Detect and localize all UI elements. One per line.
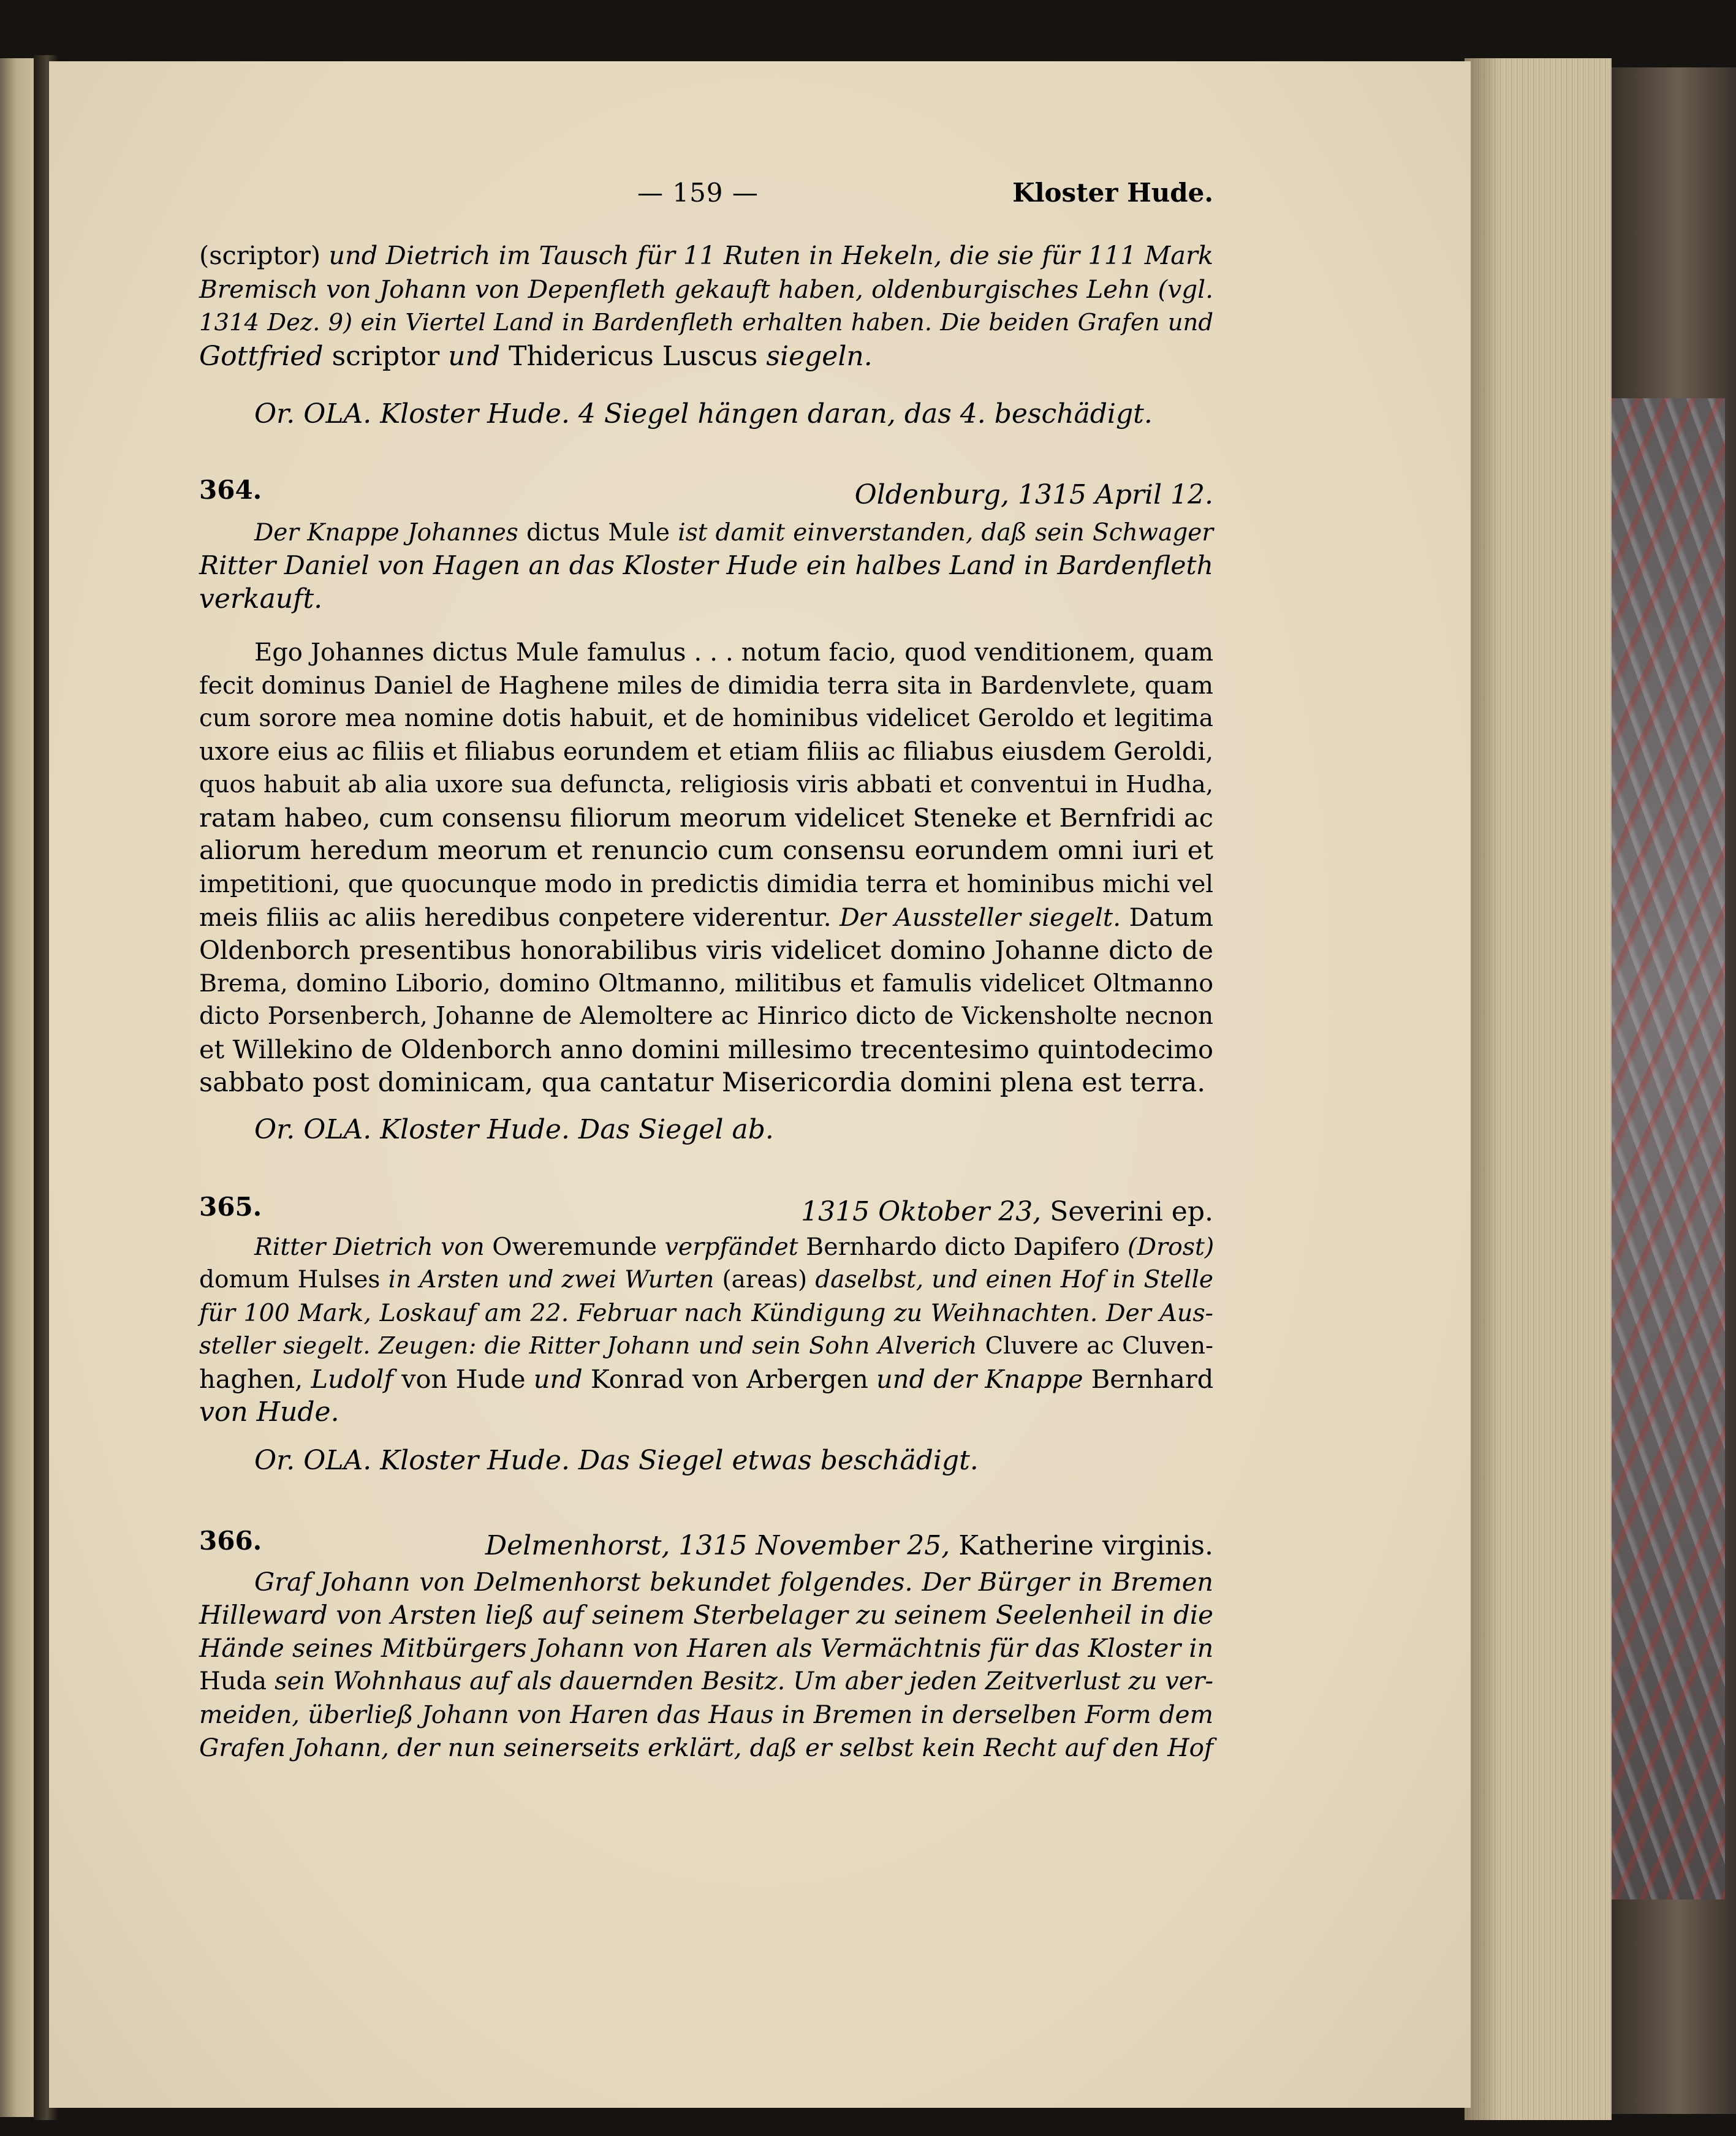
- entry-365-date: [801, 1196, 1213, 1227]
- summary-line: [199, 1665, 1213, 1698]
- italic-text-run: und der Knappe: [876, 1364, 1091, 1394]
- italic-text-run: Grafen Johann, der nun seinerseits erklärt, daß er selbst kein Recht auf den Hof: [199, 1733, 1213, 1762]
- entry-365-source-note: Or. OLA. Kloster Hude. Das Siegel etwas beschädigt.: [254, 1445, 979, 1476]
- roman-text-run: impetitioni, que quocunque modo in predictis dimidia terra et hominibus michi vel: [199, 870, 1214, 898]
- roman-text-run: Bernhard: [1091, 1364, 1214, 1394]
- roman-text-run: aliorum heredum meorum et renuncio cum consensu eorundem omni iuri et: [199, 836, 1213, 866]
- roman-text-run: dictus Mule: [526, 519, 678, 547]
- text-line: [199, 1033, 1213, 1066]
- summary-line: [199, 1698, 1213, 1731]
- text-line: [199, 967, 1213, 1000]
- roman-text-run: cum sorore mea nomine dotis habuit, et de hominibus videlicet Geroldo et legitima: [199, 705, 1213, 732]
- summary-line: [199, 550, 1213, 583]
- page-number: — 159 —: [637, 178, 759, 208]
- text-line: [199, 801, 1213, 835]
- summary-line: [199, 1396, 1213, 1429]
- roman-text-run: sabbato post dominicam, qua cantatur Misericordia domini plena est terra.: [199, 1067, 1206, 1098]
- entry-364-date: Oldenburg, 1315 April 12.: [854, 479, 1213, 510]
- roman-text-run: Konrad von Arbergen: [590, 1364, 877, 1394]
- italic-text-run: Ritter Dietrich von: [254, 1233, 493, 1261]
- italic-text-run: und Dietrich im Tausch für 11 Ruten in Hekeln, die sie für 111 Mark: [328, 240, 1213, 270]
- summary-line: [199, 1363, 1213, 1396]
- summary-line: [199, 583, 1213, 616]
- italic-text-run: siegeln.: [766, 341, 873, 372]
- roman-text-run: Oweremunde: [492, 1233, 665, 1261]
- italic-text-run: Gottfried: [199, 341, 332, 372]
- roman-text-run: (areas): [722, 1266, 816, 1293]
- italic-text-run: Der Knappe Johannes: [254, 519, 527, 547]
- italic-text-run: meiden, überließ Johann von Haren das Haus in Bremen in derselben Form dem: [199, 1700, 1213, 1729]
- marbled-cover-board: [1609, 398, 1725, 1899]
- italic-text-run: Graf Johann von Delmenhorst bekundet folgendes. Der Bürger in Bremen: [254, 1567, 1213, 1597]
- roman-text-run: Ego Johannes dictus Mule famulus . . . notum facio, quod venditionem, quam: [254, 638, 1213, 667]
- summary-line: [199, 1731, 1213, 1764]
- roman-text-run: haghen,: [199, 1364, 311, 1394]
- entry-365-date-italic: 1315 Oktober 23,: [801, 1196, 1050, 1227]
- text-line: [199, 901, 1213, 934]
- italic-text-run: steller siegelt. Zeugen: die Ritter Johann und sein Sohn Alverich: [199, 1332, 985, 1360]
- summary-line: [199, 1599, 1213, 1632]
- italic-text-run: Bremisch von Johann von Depenfleth gekauft haben, oldenburgisches Lehn (vgl.: [199, 275, 1213, 304]
- italic-text-run: Hilleward von Arsten ließ auf seinem Sterbelager zu seinem Seelenheil in die: [199, 1600, 1213, 1630]
- italic-text-run: Ludolf: [311, 1364, 402, 1394]
- italic-text-run: verpfändet: [664, 1233, 806, 1261]
- italic-text-run: (Drost): [1128, 1233, 1215, 1261]
- roman-text-run: (scriptor): [199, 240, 329, 270]
- italic-text-run: in Arsten und zwei Wurten: [388, 1266, 722, 1293]
- roman-text-run: et Willekino de Oldenborch anno domini millesimo trecentesimo quintodecimo: [199, 1034, 1213, 1064]
- intro-line: [199, 273, 1213, 306]
- summary-line: [199, 1297, 1213, 1330]
- summary-line: [254, 1230, 1213, 1263]
- text-line: [199, 768, 1213, 801]
- text-line: [254, 636, 1213, 669]
- italic-text-run: Der Aussteller siegelt.: [840, 903, 1129, 932]
- left-page-edge: [0, 58, 37, 2117]
- entry-366-date-roman: Katherine virginis.: [958, 1530, 1213, 1561]
- intro-line: [199, 306, 1213, 339]
- text-line: [199, 1000, 1213, 1033]
- roman-text-run: scriptor: [332, 341, 449, 372]
- italic-text-run: und: [448, 341, 509, 372]
- text-line: [199, 1066, 1213, 1099]
- roman-text-run: Thidericus Luscus: [509, 341, 767, 372]
- entry-366-date-italic: Delmenhorst, 1315 November 25,: [485, 1530, 959, 1561]
- italic-text-run: ist damit einverstanden, daß sein Schwager: [678, 519, 1214, 547]
- roman-text-run: Bernhardo dicto Dapifero: [806, 1233, 1128, 1261]
- intro-line: [199, 340, 1213, 373]
- italic-text-run: und: [533, 1364, 591, 1394]
- entry-366-date: [485, 1530, 1213, 1561]
- text-line: [199, 934, 1213, 967]
- italic-text-run: Ritter Daniel von Hagen an das Kloster Hude ein halbes Land in Bardenfleth: [199, 551, 1213, 581]
- intro-line: [199, 239, 1213, 272]
- summary-line: [254, 517, 1213, 550]
- roman-text-run: Brema, domino Liborio, domino Oltmanno, militibus et famulis videlicet Oltmanno: [199, 969, 1213, 998]
- entry-365-number: 365.: [199, 1192, 262, 1222]
- intro-source-note: Or. OLA. Kloster Hude. 4 Siegel hängen daran, das 4. beschädigt.: [254, 398, 1153, 430]
- running-title: Kloster Hude.: [1012, 178, 1213, 208]
- roman-text-run: ratam habeo, cum consensu filiorum meorum videlicet Steneke et Bernfridi ac: [199, 803, 1213, 833]
- text-line: [199, 868, 1213, 901]
- entry-366-number: 366.: [199, 1526, 262, 1556]
- text-line: [199, 835, 1213, 868]
- entry-364-source-note: Or. OLA. Kloster Hude. Das Siegel ab.: [254, 1114, 774, 1145]
- summary-line: [199, 1330, 1213, 1363]
- italic-text-run: verkauft.: [199, 583, 323, 615]
- italic-text-run: für 100 Mark, Loskauf am 22. Februar nach Kündigung zu Weihnachten. Der Aus-: [199, 1299, 1213, 1327]
- roman-text-run: uxore eius ac filiis et filiabus eorundem et etiam filiis ac filiabus eiusdem Geroldi,: [199, 738, 1214, 766]
- italic-text-run: daselbst, und einen Hof in Stelle: [815, 1266, 1214, 1293]
- roman-text-run: dicto Porsenberch, Johanne de Alemoltere ac Hinrico dicto de Vickensholte necnon: [199, 1002, 1213, 1030]
- roman-text-run: fecit dominus Daniel de Haghene miles de dimidia terra sita in Bardenvlete, quam: [199, 672, 1213, 700]
- summary-line: [199, 1632, 1213, 1665]
- roman-text-run: von Hude: [401, 1364, 534, 1394]
- text-line: [199, 669, 1213, 702]
- italic-text-run: 1314 Dez. 9) ein Viertel Land in Bardenfleth erhalten haben. Die beiden Grafen und: [199, 309, 1213, 336]
- page-header: [613, 178, 1213, 221]
- text-line: [199, 735, 1213, 768]
- roman-text-run: quos habuit ab alia uxore sua defuncta, religiosis viris abbati et conventui in Hudha,: [199, 771, 1213, 798]
- italic-text-run: von Hude.: [199, 1396, 339, 1428]
- roman-text-run: Huda: [199, 1667, 275, 1695]
- entry-365-date-roman: Severini ep.: [1050, 1196, 1213, 1227]
- summary-line: [254, 1566, 1213, 1599]
- roman-text-run: meis filiis ac aliis heredibus conpetere viderentur.: [199, 903, 840, 932]
- roman-text-run: Cluvere ac Cluven-: [985, 1332, 1214, 1360]
- text-line: [199, 702, 1213, 735]
- summary-line: [199, 1263, 1213, 1297]
- roman-text-run: Oldenborch presentibus honorabilibus viris videlicet domino Johanne dicto de: [199, 935, 1213, 965]
- roman-text-run: domum Hulses: [199, 1266, 389, 1293]
- roman-text-run: Datum: [1129, 903, 1213, 932]
- italic-text-run: sein Wohnhaus auf als dauernden Besitz. Um aber jeden Zeitverlust zu ver-: [274, 1667, 1214, 1695]
- italic-text-run: Hände seines Mitbürgers Johann von Haren als Vermächtnis für das Kloster in: [199, 1633, 1214, 1663]
- entry-364-number: 364.: [199, 475, 262, 505]
